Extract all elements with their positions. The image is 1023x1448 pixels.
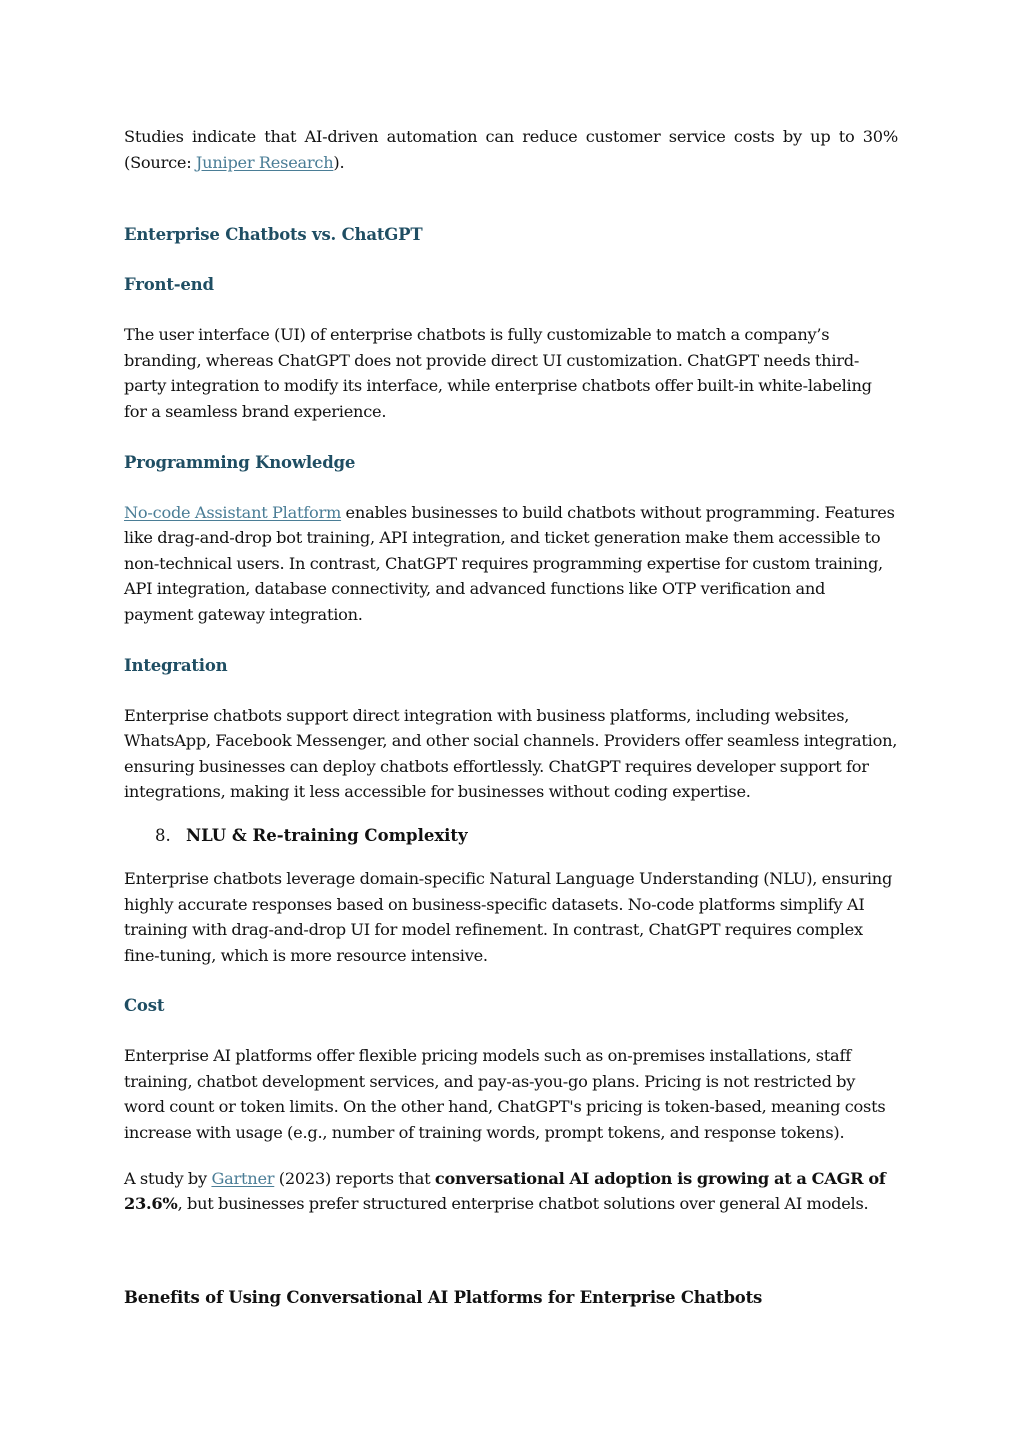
integration-heading: Integration bbox=[124, 655, 228, 675]
nlu-heading-text: NLU & Re-training Complexity bbox=[186, 825, 468, 845]
list-number: 8. bbox=[155, 825, 171, 845]
gartner-link[interactable]: Gartner bbox=[211, 1168, 275, 1188]
study-text-end: , but businesses prefer structured enterprise chatbot solutions over general AI models. bbox=[177, 1194, 869, 1214]
study-text: A study by bbox=[124, 1168, 212, 1188]
integration-paragraph: Enterprise chatbots support direct integration with business platforms, including websites, WhatsApp, Facebook Messenger, and other social channels. Providers offer seamless integration, ensuring businesses can deploy chatbots effortlessly. ChatGPT requires developer support for integrations, making it less accessible for businesses without coding expertise. bbox=[124, 705, 898, 802]
intro-paragraph bbox=[124, 124, 898, 175]
study-highlight: conversational AI adoption is growing at a CAGR of 23.6% bbox=[124, 1168, 886, 1214]
programming-paragraph bbox=[124, 500, 898, 628]
nlu-paragraph: Enterprise chatbots leverage domain-specific Natural Language Understanding (NLU), ensuring highly accurate responses based on business-specific datasets. No-code platforms simplify AI training with drag-and-drop UI for model refinement. In contrast, ChatGPT requires complex fine-tuning, which is more resource intensive. bbox=[124, 868, 893, 965]
nlu-heading bbox=[155, 826, 898, 845]
study-paragraph bbox=[124, 1166, 898, 1217]
no-code-platform-link[interactable]: No-code Assistant Platform bbox=[124, 502, 342, 522]
section-title: Enterprise Chatbots vs. ChatGPT bbox=[124, 225, 423, 245]
frontend-heading: Front-end bbox=[124, 275, 214, 295]
intro-text-end: ). bbox=[333, 152, 345, 172]
intro-text: Studies indicate that AI-driven automation can reduce customer service costs by up to 30% (Source: bbox=[124, 127, 898, 172]
document-page bbox=[124, 110, 898, 1310]
cost-heading: Cost bbox=[124, 996, 165, 1016]
cost-paragraph: Enterprise AI platforms offer flexible pricing models such as on-premises installations, staff training, chatbot development services, and pay-as-you-go plans. Pricing is not restricted by word count or token limits. On the other hand, ChatGPT's pricing is token-based, meaning costs increase with usage (e.g., number of training words, prompt tokens, and response tokens). bbox=[124, 1046, 886, 1143]
study-text-middle: (2023) reports that bbox=[274, 1168, 435, 1188]
programming-heading: Programming Knowledge bbox=[124, 452, 356, 472]
benefits-heading: Benefits of Using Conversational AI Platforms for Enterprise Chatbots bbox=[124, 1287, 763, 1307]
juniper-research-link[interactable]: Juniper Research bbox=[195, 152, 334, 172]
frontend-paragraph: The user interface (UI) of enterprise chatbots is fully customizable to match a company’s branding, whereas ChatGPT does not provide direct UI customization. ChatGPT needs third-party integration to modify its interface, while enterprise chatbots offer built-in white-labeling for a seamless brand experience. bbox=[124, 325, 872, 421]
programming-text: enables businesses to build chatbots without programming. Features like drag-and-drop bot training, API integration, and ticket generation make them accessible to non-technical users. In contrast, ChatGPT requires programming expertise for custom training, API integration, database connectivity, and advanced functions like OTP verification and payment gateway integration. bbox=[124, 502, 895, 624]
